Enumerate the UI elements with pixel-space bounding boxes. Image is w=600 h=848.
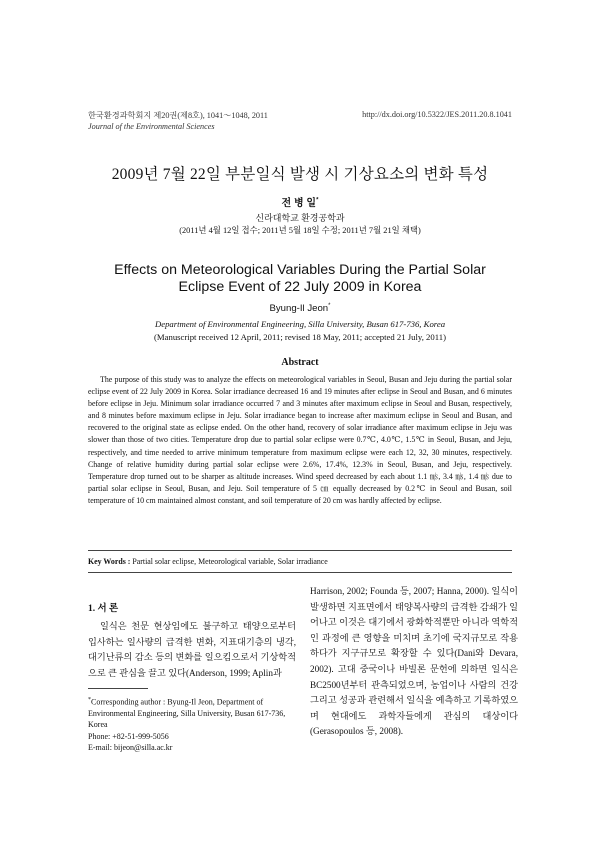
footnote-email[interactable]: E-mail: bijeon@silla.ac.kr (88, 743, 173, 753)
dates-korean: (2011년 4월 12일 접수; 2011년 5월 18일 수정; 2011년 7월 21일 채택) (179, 226, 421, 235)
footnote (88, 695, 296, 754)
journal-citation: 한국환경과학회지 제20권(제8호), 1041～1048, 2011 (88, 111, 268, 120)
footnote-corresponding-text: Corresponding author : Byung-Il Jeon, Department of Environmental Engineering, Silla University, Busan 617-736, Korea (88, 697, 286, 730)
journal-name: Journal of the Environmental Sciences (88, 122, 215, 131)
title-english (0, 262, 600, 296)
footnote-corresponding (88, 695, 296, 731)
footnote-phone: Phone: +82-51-999-5056 (88, 731, 169, 741)
title-english-line-2: Eclipse Event of 22 July 2009 in Korea (178, 279, 422, 295)
abstract-heading: Abstract (281, 357, 319, 368)
introduction-paragraph-1-continued: Harrison, 2002; Founda 등, 2007; Hanna, 2000). 일식이 발생하면 지표면에서 태양복사량의 급격한 감쇄가 일어나고 이것은 대기에서 광화학적뿐만 아니라 역학적인 과정에 큰 영향을 미치며 초기에 국지규모로 작용하다가 지구규모로 확장할 수 있다(Dani와 Devara, 2002). 고대 중국이나 바빌론 문헌에 의하면 일식은 BC2500년부터 관측되었으며, 농업이나 사람의 건강 그리고 성공과 관련해서 일식을 예측하고 기록하였으며 현대에도 과학자들에게 관심의 대상이다(Gerasopoulos 등, 2008). (310, 586, 518, 737)
introduction-paragraph-1: 일식은 천문 현상임에도 불구하고 태양으로부터 입사하는 일사량의 급격한 변화, 지표대기층의 냉각, 대기난류의 감소 등의 변화를 일으킴으로서 기상학적으로 큰 관심을 끌고 있다(Anderson, 1999; Aplin과 (88, 621, 296, 678)
introduction-right-column (310, 584, 518, 740)
author-english-name: Byung-Il Jeon (269, 303, 329, 315)
keywords-bottom-rule (88, 572, 512, 573)
affiliation-korean: 신라대학교 환경공학과 (255, 213, 345, 223)
abstract-text: The purpose of this study was to analyze the effects on meteorological variables in Seoul, Busan and Jeju during the partial solar eclipse event of 22 July 2009 in Korea. Solar irradiance decreased 16 and 19 minutes after eclipse in Seoul and Busan, and 6 minutes before eclipse in Jeju. Minimum solar irradiance occurred 7 and 3 minutes after maximum eclipse in Seoul and Busan, respectively, and 8 minutes before maximum eclipse in Jeju. Solar irradiance began to increase after maximum eclipse in Seoul and Busan, and recovered to the original state as eclipse ended. On the other hand, recovery of solar irradiance after maximum eclipse in Jeju was slower than those of two cities. Temperature drop due to partial solar eclipse were 0.7℃, 4.0℃, 1.5℃ in Seoul, Busan, and Jeju, respectively, and time needed to arrive minimum temperature from maximum eclipse were each 12, 32, 30 minutes, respectively. Change of relative humidity during partial solar eclipse were 2.6%, 17.4%, 12.3% in Seoul, Busan, and Jeju, respectively. Temperature drop turned out to be sharper as altitude increases. Wind speed decreased by each about 1.1 ㎧, 3.4 ㎧, 1.4 ㎧ due to partial solar eclipse in Seoul, Busan, and Jeju. Soil temperature of 5 ㎝ equally decreased by 0.2℃ in Seoul and Busan, soil temperature of 10 cm maintained almost constant, and soil temperature of 20 cm was hardly affected by eclipse. (88, 375, 512, 505)
author-korean-mark: * (316, 197, 319, 204)
title-korean: 2009년 7월 22일 부분일식 발생 시 기상요소의 변화 특성 (111, 166, 489, 183)
footnote-mark: * (88, 697, 91, 703)
keywords-top-rule (88, 550, 512, 551)
journal-header (88, 110, 268, 132)
keywords (88, 557, 328, 566)
introduction-left-column (88, 619, 296, 681)
keywords-list: Partial solar eclipse, Meteorological variable, Solar irradiance (130, 557, 328, 566)
keywords-label: Key Words : (88, 557, 131, 566)
author-english (0, 303, 600, 314)
affiliation-english: Department of Environmental Engineering, Silla University, Busan 617-736, Korea (154, 319, 446, 329)
title-english-line-1: Effects on Meteorological Variables During the Partial Solar (114, 262, 486, 278)
section-heading-introduction: 1. 서 론 (88, 604, 119, 614)
footnote-rule (88, 688, 148, 689)
author-korean (0, 194, 600, 209)
dates-english: (Manuscript received 12 April, 2011; revised 18 May, 2011; accepted 21 July, 2011) (154, 332, 446, 342)
abstract-body (88, 374, 512, 507)
doi-link[interactable]: http://dx.doi.org/10.5322/JES.2011.20.8.1041 (362, 110, 512, 119)
author-english-mark: * (328, 303, 331, 309)
author-korean-name: 전 병 일 (281, 198, 317, 209)
